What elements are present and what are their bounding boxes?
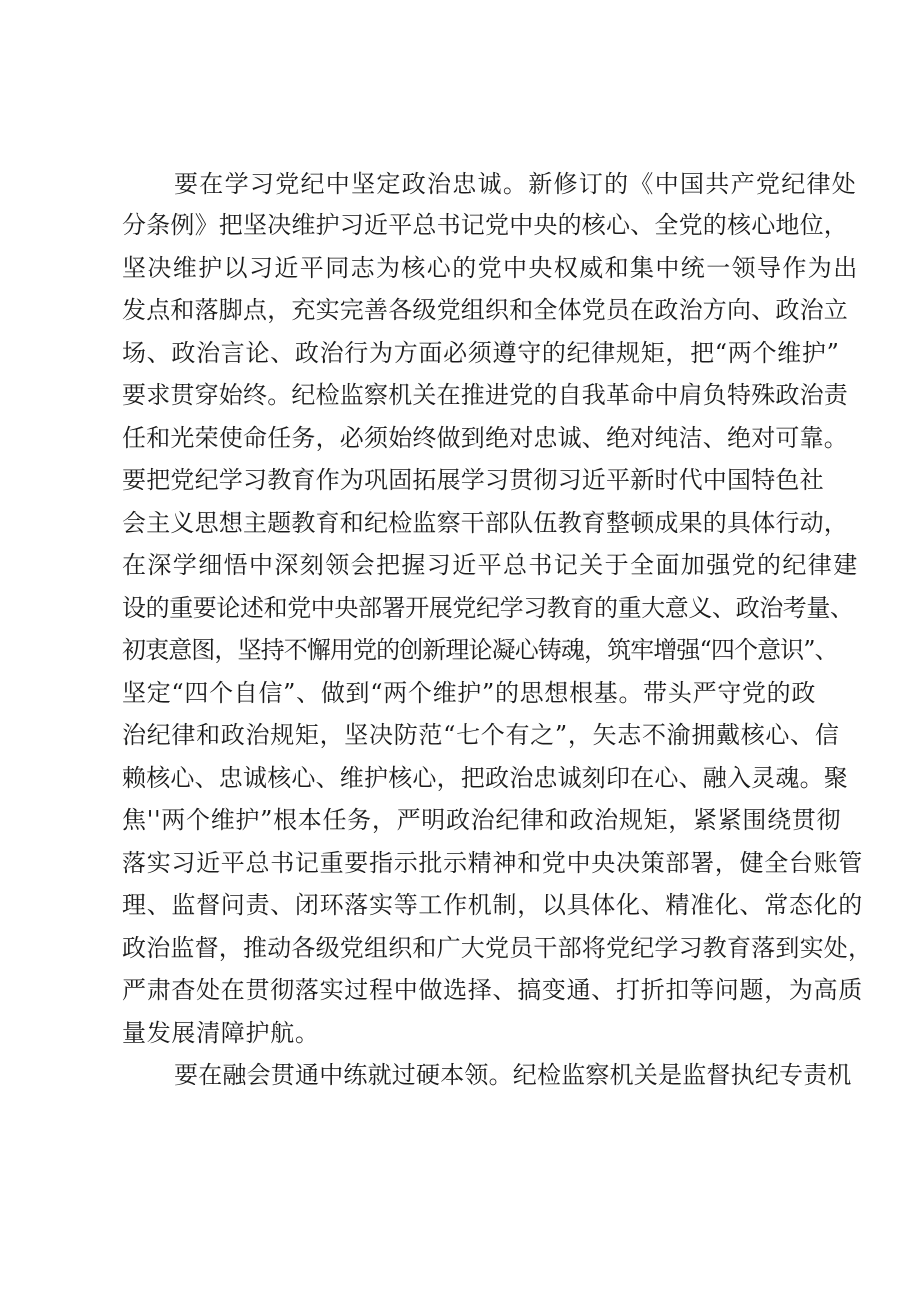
- paragraph-2-line-1: 要在融会贯通中练就过硬本领。纪检监察机关是监督执纪专责机: [174, 1061, 852, 1089]
- paragraph-1-line-18: 理、监督问责、闭环落实等工作机制，以具体化、精准化、常态化的: [122, 891, 863, 919]
- paragraph-1-line-3: 坚决维护以习近平同志为核心的党中央权威和集中统一领导作为出: [122, 254, 859, 282]
- paragraph-1-line-7: 任和光荣使命任务，必须始终做到绝对忠诚、绝对纯洁、绝对可靠。: [122, 424, 848, 452]
- paragraph-1-line-14: 治纪律和政治规矩，坚决防范“七个有之”，矢志不渝拥戴核心、信: [122, 721, 840, 749]
- paragraph-1-line-11: 设的重要论述和党中央部署开展党纪学习教育的重大意义、政治考量、: [122, 594, 854, 622]
- paragraph-1-line-9: 会主义思想主题教育和纪检监察干部队伍教育整顿成果的具体行动，: [122, 509, 848, 537]
- paragraph-1-line-5: 场、政治言论、政治行为方面必须遵守的纪律规矩，把“两个维护”: [122, 339, 840, 367]
- paragraph-1-line-15: 赖核心、忠诚核心、维护核心，把政治忠诚刻印在心、融入灵魂。聚: [122, 764, 848, 792]
- paragraph-1-line-8: 要把党纪学习教育作为巩固拓展学习贯彻习近平新时代中国特色社: [122, 466, 824, 494]
- paragraph-1-line-21: 量发展清障护航。: [122, 1019, 320, 1047]
- paragraph-1-line-20: 严肃杳处在贯彻落实过程中做选择、搞变通、打折扣等问题，为高质: [122, 976, 863, 1004]
- paragraph-1-line-19: 政治监督，推动各级党组织和广大党员干部将党纪学习教育落到实处，: [122, 934, 873, 962]
- paragraph-1-line-13: 坚定“四个自信”、做到“两个维护”的思想根基。带头严守党的政: [122, 679, 817, 707]
- paragraph-1-line-10: 在深学细悟中深刻领会把握习近平总书记关于全面加强党的纪律建: [122, 551, 859, 579]
- paragraph-1-line-17: 落实习近平总书记重要指示批示精神和党中央决策部署，健全台账管: [122, 849, 863, 877]
- paragraph-1-line-1: 要在学习党纪中坚定政治忠诚。新修订的《中国共产党纪律处: [174, 170, 858, 198]
- paragraph-1-line-6: 要求贯穿始终。纪检监察机关在推进党的自我革命中肩负特殊政治责: [122, 381, 848, 409]
- paragraph-1-line-12: 初衷意图，坚持不懈用党的创新理论凝心铸魂，筑牢增强“四个意识”、: [122, 636, 838, 664]
- paragraph-1-line-4: 发点和落脚点，充实完善各级党组织和全体党员在政治方向、政治立: [122, 296, 848, 324]
- paragraph-1-line-2: 分条例》把坚决维护习近平总书记党中央的核心、全党的核心地位，: [122, 211, 848, 239]
- paragraph-1-line-16: 焦''两个维护”根本任务，严明政治纪律和政治规矩，紧紧围绕贯彻: [122, 806, 842, 834]
